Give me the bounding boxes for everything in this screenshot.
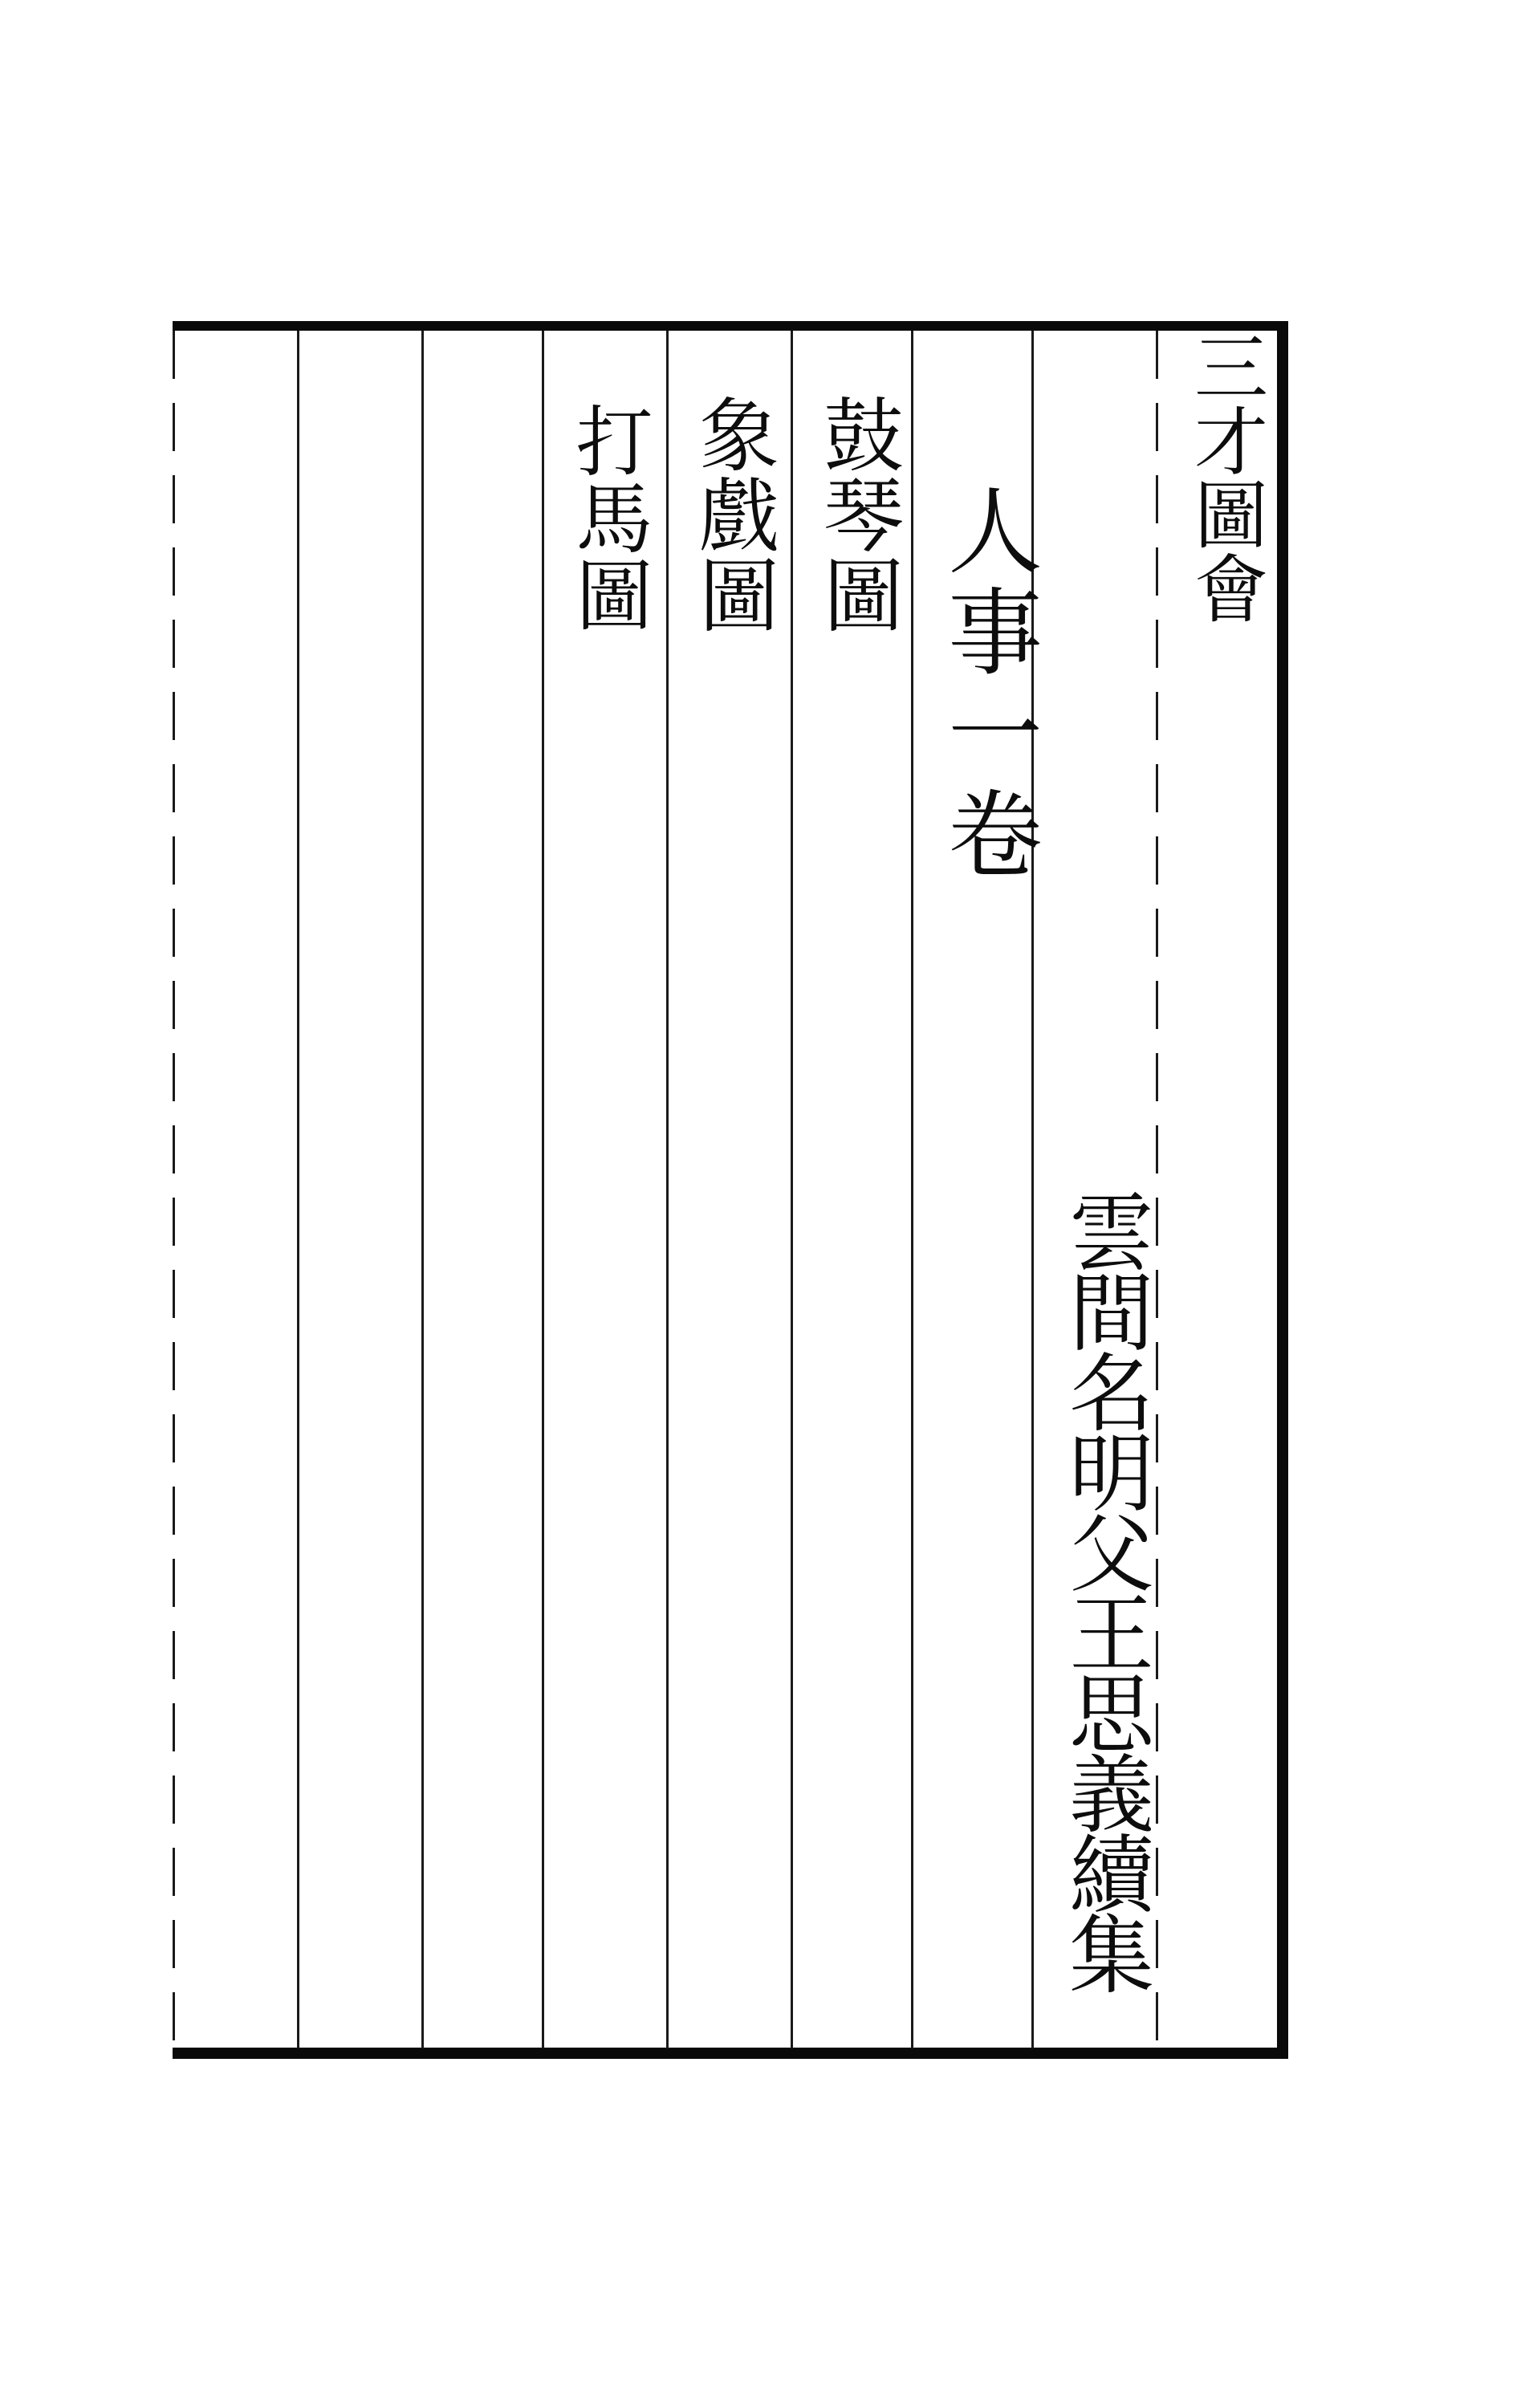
column-line <box>421 331 424 2048</box>
contents-item: 象戲圖 <box>685 393 779 634</box>
contents-item: 鼓琴圖 <box>810 393 904 634</box>
top-border-rule <box>173 321 1288 331</box>
contents-item: 打馬圖 <box>563 401 653 633</box>
column-line <box>542 331 544 2048</box>
column-line <box>173 331 175 2048</box>
column-line <box>666 331 669 2048</box>
bottom-border-rule <box>173 2048 1288 2059</box>
right-border-rule <box>1277 321 1288 2059</box>
compiler-attribution: 雲間名明父王思義續集 <box>1055 1188 1154 1991</box>
column-line <box>791 331 793 2048</box>
running-title: 三才圖會 <box>1182 329 1268 624</box>
section-heading: 人事一卷 <box>932 482 1043 886</box>
column-line <box>297 331 299 2048</box>
